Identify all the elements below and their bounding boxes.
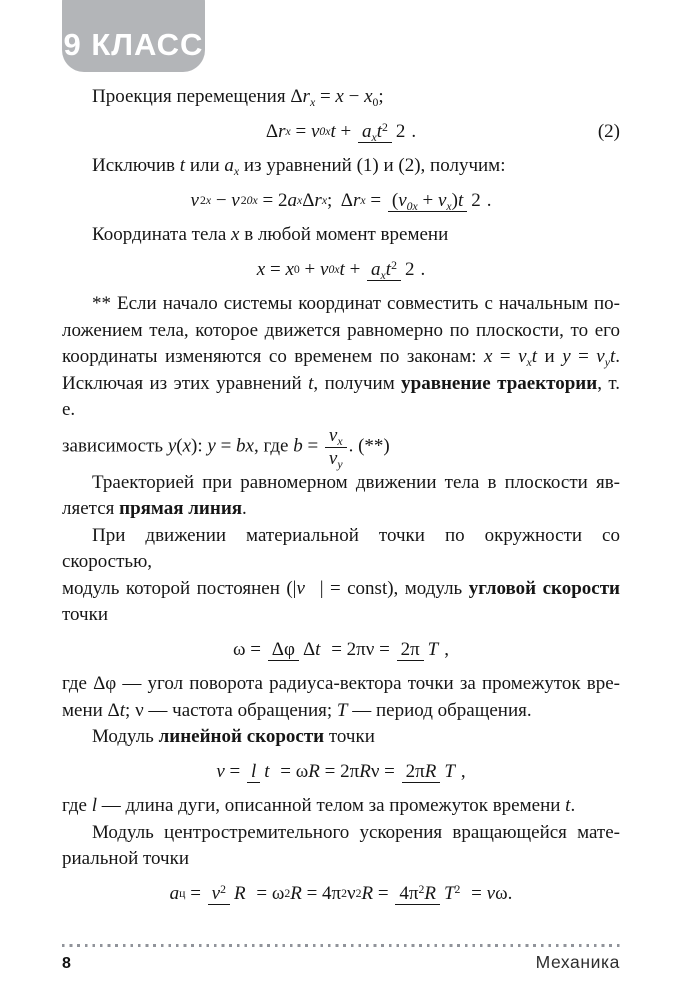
- text-run: .: [420, 258, 426, 280]
- text-run: 2: [454, 882, 461, 896]
- text-run: =: [215, 434, 237, 456]
- text-run: t: [531, 346, 538, 367]
- text-run: и: [537, 346, 563, 367]
- text-run: t: [339, 258, 345, 280]
- text-run: = 2: [257, 189, 288, 211]
- text-line: [62, 344, 620, 371]
- text-line: [62, 671, 620, 698]
- text-run: t: [385, 258, 392, 280]
- superscript: 2: [240, 193, 247, 207]
- text-run: , получим: [313, 372, 402, 394]
- equation: [62, 881, 620, 908]
- fraction-numerator: [325, 424, 347, 448]
- text-run: риальной точки: [62, 848, 190, 869]
- text-run: −: [211, 189, 232, 211]
- text-run: 2: [404, 258, 415, 280]
- fraction-denominator: [325, 448, 347, 470]
- text-run: T: [336, 699, 348, 721]
- fraction: [268, 639, 325, 661]
- dotted-rule: [62, 944, 620, 947]
- sup-sub-stack: [241, 195, 258, 207]
- text-run: v: [216, 760, 225, 782]
- sup-sub-stack: [200, 195, 211, 207]
- text-run: y: [562, 346, 571, 367]
- text-run: a: [169, 882, 180, 904]
- text-run: v: [437, 189, 447, 211]
- equation-content: a ц = $v^2$ R = ω 2 R = 4π 2 ν 2 R = $4\pi^2R$ $T^2$ = v ω.: [170, 881, 513, 908]
- equation: [62, 119, 620, 146]
- equation: [62, 188, 620, 215]
- text-run: l: [91, 795, 97, 816]
- text-run: зависимость: [62, 434, 168, 456]
- text-run: ν: [347, 882, 356, 904]
- text-run: t: [308, 372, 314, 394]
- text-run: 2: [391, 258, 397, 272]
- text-run: =: [373, 882, 394, 904]
- fraction-denominator: [467, 190, 485, 211]
- fraction: [395, 883, 464, 905]
- text-run: Траекторией при равномерном движении тела в плоскости яв-: [92, 471, 620, 493]
- text-run: t: [565, 795, 571, 816]
- paragraph: [62, 523, 620, 629]
- text-run: = 4π: [301, 882, 342, 904]
- text-run: ,: [460, 760, 466, 782]
- paragraph: [62, 793, 620, 820]
- fraction-denominator: [401, 259, 419, 280]
- text-run: Проекция перемещения Δ: [92, 86, 303, 107]
- text-run: ляется: [62, 498, 120, 519]
- text-line: [62, 496, 620, 523]
- text-run: .: [615, 346, 620, 367]
- text-run: , где: [253, 434, 294, 456]
- fraction-numerator: [367, 258, 401, 281]
- document-body: [62, 84, 620, 915]
- fraction-denominator: [230, 883, 250, 904]
- text-line: [62, 291, 620, 318]
- text-run: прямая линия: [119, 498, 243, 519]
- text-run: (: [391, 189, 399, 211]
- text-run: ν =: [370, 760, 400, 782]
- text-run: v: [328, 424, 338, 446]
- text-run: −: [343, 86, 365, 107]
- text-run: ; Δ: [327, 189, 353, 211]
- text-run: 2: [220, 882, 226, 896]
- text-run: Δ: [265, 120, 279, 142]
- text-run: x: [484, 346, 493, 367]
- fraction-numerator: [397, 638, 424, 661]
- text-run: x: [380, 268, 386, 282]
- text-run: угловой скорости: [468, 577, 620, 599]
- text-run: x: [337, 434, 343, 448]
- text-run: x: [309, 96, 316, 110]
- text-run: R: [424, 882, 436, 904]
- equation: [62, 257, 620, 284]
- text-run: r: [353, 189, 361, 211]
- text-run: R: [361, 882, 374, 904]
- text-run: R: [424, 760, 437, 782]
- paragraph: [62, 222, 620, 249]
- text-run: x: [335, 86, 344, 107]
- text-run: Модуль: [92, 726, 159, 747]
- text-run: v⃗: [296, 577, 320, 599]
- text-run: При движении материальной точки по окружности со скоростью,: [62, 524, 620, 572]
- text-run: 0: [372, 96, 379, 110]
- page-number: 8: [62, 955, 71, 972]
- text-run: = ω: [275, 760, 309, 782]
- text-run: v: [328, 447, 338, 469]
- text-run: =: [302, 434, 323, 456]
- text-run: 0x: [406, 199, 418, 213]
- text-run: Δ: [302, 189, 315, 211]
- text-run: =: [570, 346, 597, 367]
- text-run: =: [492, 346, 519, 367]
- text-run: ; ν — частота обращения;: [125, 699, 337, 721]
- text-run: где Δφ — угол поворота радиуса-вектора точки за промежуток вре-: [62, 673, 620, 694]
- subscript: 0x: [246, 193, 258, 207]
- text-run: =: [224, 760, 245, 782]
- text-run: 2: [471, 189, 481, 211]
- text-run: координаты изменяются со временем по законам:: [62, 346, 484, 367]
- text-run: a: [287, 189, 297, 211]
- fraction-denominator: [424, 639, 443, 660]
- text-run: +: [417, 189, 438, 211]
- paragraph: [62, 84, 620, 111]
- text-run: T: [427, 638, 439, 660]
- text-run: ω =: [233, 638, 266, 660]
- text-run: y: [207, 434, 216, 456]
- text-run: +: [299, 258, 320, 280]
- text-line: [62, 846, 620, 873]
- text-run: ω.: [495, 882, 513, 904]
- text-run: ,: [444, 638, 449, 660]
- text-run: t: [330, 120, 336, 142]
- equation-number: (2): [597, 120, 620, 142]
- equation-content: x = x 0 + v 0x t + $a_xt^2$ 2 .: [256, 258, 426, 282]
- fraction-numerator: [388, 189, 467, 212]
- text-run: .: [570, 795, 576, 816]
- text-run: = 2πν =: [326, 638, 395, 660]
- fraction: [247, 761, 274, 783]
- text-run: t: [179, 155, 186, 176]
- text-run: из уравнений (1) и (2), получим:: [239, 155, 506, 176]
- text-run: +: [335, 120, 356, 142]
- text-run: bx: [236, 434, 254, 456]
- text-run: Модуль центростремительного ускорения вращающейся мате-: [92, 821, 620, 843]
- text-run: . (**): [348, 434, 390, 456]
- text-run: v: [398, 189, 407, 211]
- text-run: +: [344, 258, 366, 280]
- paragraph: [62, 820, 620, 873]
- text-run: v: [310, 120, 320, 142]
- text-line: [62, 820, 620, 847]
- text-run: a: [224, 155, 234, 176]
- fraction: [208, 883, 250, 905]
- fraction-numerator: [402, 760, 441, 783]
- equation-content: Δ r x = v 0x t + $a_xt^2$ 2 .: [265, 120, 417, 144]
- fraction-denominator: [260, 761, 273, 782]
- text-run: y: [167, 434, 177, 456]
- text-run: =: [185, 882, 206, 904]
- text-run: x: [526, 356, 532, 370]
- text-run: , т. е.: [62, 372, 620, 420]
- text-run: r: [278, 120, 286, 142]
- paragraph: [62, 291, 620, 470]
- text-run: ложением тела, которое движется равномерно по плоскости, то его: [62, 319, 620, 341]
- text-run: y: [337, 457, 343, 471]
- text-run: t: [457, 189, 464, 211]
- text-run: R: [359, 760, 371, 782]
- text-run: x: [231, 224, 240, 245]
- footer-row: [62, 952, 620, 973]
- text-run: =: [265, 258, 286, 280]
- text-line: [62, 793, 620, 820]
- text-run: = ω: [251, 882, 285, 904]
- subscript: x: [205, 193, 212, 207]
- text-run: в любой момент времени: [239, 224, 449, 245]
- text-run: ;: [378, 86, 384, 107]
- text-run: a: [361, 120, 372, 142]
- text-run: | = const), модуль: [319, 577, 469, 599]
- text-run: =: [365, 189, 386, 211]
- paragraph: [62, 671, 620, 724]
- text-run: x: [233, 165, 240, 179]
- text-run: x: [364, 86, 373, 107]
- text-run: .: [411, 120, 417, 142]
- fraction-numerator: [268, 638, 299, 661]
- text-run: =: [290, 120, 311, 142]
- equation-content: v 2x − v 20x = 2 a x Δ r x ; Δ r x = $(v_{0x} + v_x)t$ 2 .: [190, 189, 492, 213]
- text-run: x: [371, 130, 377, 144]
- text-run: R: [290, 882, 302, 904]
- fraction-denominator: [440, 761, 459, 782]
- text-run: .: [486, 189, 492, 211]
- fraction: [358, 121, 409, 143]
- text-run: T: [443, 882, 455, 904]
- fraction-denominator: [299, 639, 325, 660]
- fraction: [367, 259, 418, 281]
- text-line: [62, 602, 620, 629]
- paragraph: [62, 724, 620, 751]
- text-run: мени Δ: [62, 699, 120, 721]
- equation: [62, 759, 620, 786]
- text-run: v: [320, 258, 329, 280]
- text-run: уравнение траектории: [401, 372, 598, 394]
- text-run: =: [315, 86, 336, 107]
- text-run: Исключив: [92, 155, 180, 176]
- page-footer: [62, 944, 620, 973]
- text-run: Δ: [302, 638, 316, 660]
- superscript: 2: [199, 193, 206, 207]
- text-run: x: [182, 434, 192, 456]
- text-run: (: [176, 434, 183, 456]
- fraction-denominator: [440, 883, 464, 904]
- text-run: Исключая из этих уравнений: [62, 372, 309, 394]
- grade-badge: [62, 0, 205, 72]
- grade-badge-label: 9 КЛАСС: [63, 27, 204, 62]
- text-run: или: [185, 155, 225, 176]
- fraction: [388, 190, 485, 212]
- paragraph: [62, 470, 620, 523]
- fraction: [325, 424, 347, 470]
- text-run: x: [256, 258, 266, 280]
- text-line: [62, 576, 620, 603]
- text-run: 2: [418, 882, 425, 896]
- paragraph: [62, 153, 620, 180]
- text-line: [62, 724, 620, 751]
- text-run: b: [293, 434, 303, 456]
- text-run: a: [371, 258, 381, 280]
- text-run: t: [315, 638, 321, 660]
- text-run: v: [231, 189, 240, 211]
- text-run: x: [285, 258, 294, 280]
- text-run: r: [314, 189, 322, 211]
- text-run: R: [308, 760, 320, 782]
- text-run: x: [446, 199, 452, 213]
- text-line: [62, 523, 620, 576]
- text-run: R: [234, 882, 246, 904]
- text-line: [62, 371, 620, 424]
- equation-content: [216, 759, 465, 786]
- text-run: v: [486, 882, 496, 904]
- text-run: v: [211, 882, 221, 904]
- text-run: .: [242, 498, 247, 519]
- text-run: точки: [62, 604, 109, 625]
- text-run: ):: [191, 434, 208, 456]
- fraction: [402, 761, 459, 783]
- text-run: ): [451, 189, 458, 211]
- text-run: — период обращения.: [347, 699, 532, 721]
- fraction-numerator: [395, 882, 440, 905]
- text-run: 2: [382, 120, 388, 134]
- text-run: Δφ: [271, 638, 295, 660]
- text-line: [62, 698, 620, 725]
- text-run: 2π: [405, 760, 425, 782]
- fraction: [397, 639, 443, 661]
- text-run: t: [609, 346, 616, 367]
- text-run: v: [190, 189, 199, 211]
- text-run: l: [250, 760, 257, 782]
- text-run: ** Если начало системы координат совместить с начальным по-: [92, 293, 620, 314]
- text-line: [62, 84, 620, 111]
- fraction-numerator: [208, 882, 230, 905]
- text-run: = 2π: [319, 760, 360, 782]
- text-line: [62, 470, 620, 497]
- text-run: T: [444, 760, 455, 782]
- text-run: — длина дуги, описанной телом за промежуток времени: [96, 795, 566, 816]
- text-run: 2: [395, 120, 406, 142]
- text-run: y: [604, 356, 610, 370]
- text-line: [62, 153, 620, 180]
- text-run: точки: [324, 726, 375, 747]
- text-line: [62, 318, 620, 345]
- text-run: где: [62, 795, 92, 816]
- text-run: t: [264, 760, 270, 782]
- text-run: Координата тела: [92, 224, 232, 245]
- equation: [62, 637, 620, 664]
- text-line: [62, 424, 620, 470]
- fraction-numerator: [358, 120, 392, 143]
- fraction-numerator: [247, 760, 260, 783]
- section-label: Механика: [535, 952, 620, 972]
- text-run: =: [466, 882, 487, 904]
- text-run: 2π: [400, 638, 420, 660]
- text-run: r: [302, 86, 310, 107]
- text-line: [62, 222, 620, 249]
- text-run: t: [376, 120, 382, 142]
- text-run: линейной скорости: [158, 726, 325, 747]
- text-run: 4π: [399, 882, 419, 904]
- text-run: v: [596, 346, 605, 367]
- text-run: v: [518, 346, 527, 367]
- equation-content: [233, 637, 449, 664]
- text-run: модуль которой постоянен (|: [62, 577, 297, 599]
- text-run: t: [119, 699, 126, 721]
- fraction-denominator: [392, 121, 410, 142]
